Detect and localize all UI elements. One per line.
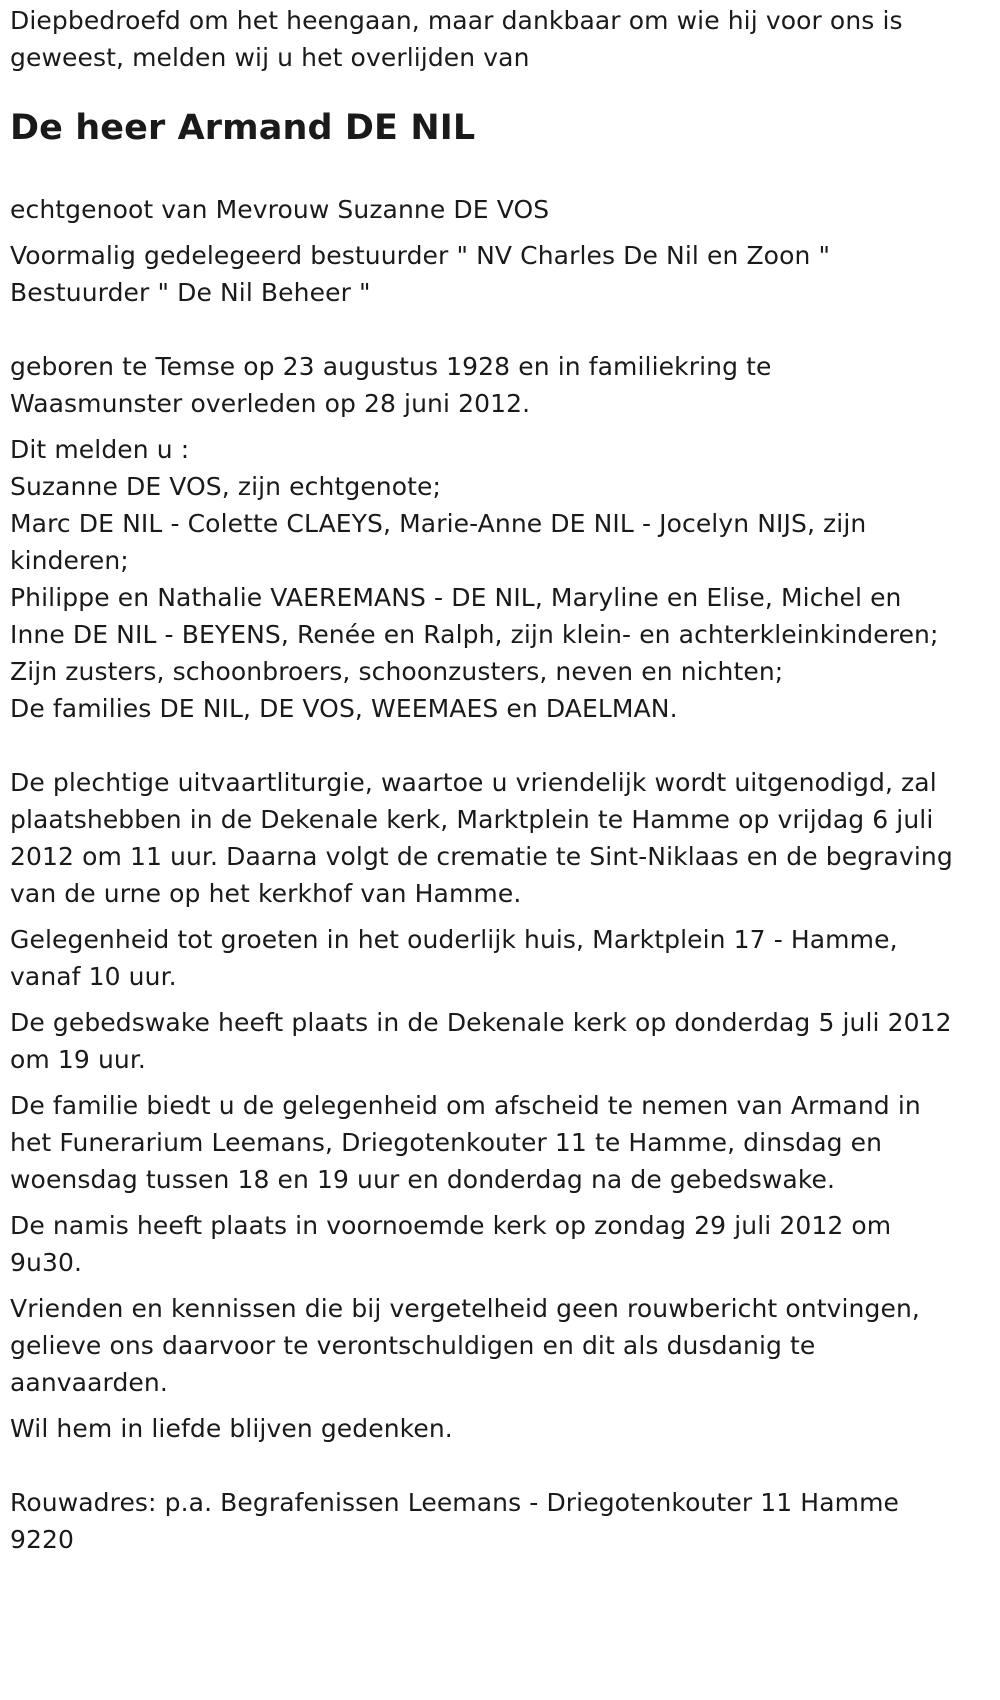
greeting-line: vanaf 10 uur. [10, 962, 177, 991]
funeral-line: De plechtige uitvaartliturgie, waartoe u vriendelijk wordt uitgenodigd, zal [10, 768, 937, 797]
intro-paragraph [10, 2, 995, 76]
apology-line: gelieve ons daarvoor te verontschuldigen en dit als dusdanig te [10, 1331, 816, 1360]
vigil-paragraph [10, 1004, 995, 1078]
greeting-paragraph [10, 921, 995, 995]
deceased-name: De heer Armand DE NIL [10, 108, 476, 148]
spouse-line: echtgenoot van Mevrouw Suzanne DE VOS [10, 195, 550, 224]
namis-paragraph [10, 1207, 995, 1281]
intro-line: geweest, melden wij u het overlijden van [10, 43, 530, 72]
function-line: Bestuurder " De Nil Beheer " [10, 278, 371, 307]
announcer-line: Philippe en Nathalie VAEREMANS - DE NIL, Maryline en Elise, Michel en [10, 583, 902, 612]
funeral-line: plaatshebben in de Dekenale kerk, Marktplein te Hamme op vrijdag 6 juli [10, 805, 934, 834]
address-line: Rouwadres: p.a. Begrafenissen Leemans - Driegotenkouter 11 Hamme [10, 1488, 900, 1517]
announcer-line: Marc DE NIL - Colette CLAEYS, Marie-Anne DE NIL - Jocelyn NIJS, zijn [10, 509, 867, 538]
address-paragraph [10, 1484, 995, 1558]
announcer-line: kinderen; [10, 546, 129, 575]
apology-line: aanvaarden. [10, 1368, 168, 1397]
farewell-line: De familie biedt u de gelegenheid om afscheid te nemen van Armand in [10, 1091, 921, 1120]
namis-line: De namis heeft plaats in voornoemde kerk op zondag 29 juli 2012 om [10, 1211, 892, 1240]
birth-death-line: geboren te Temse op 23 augustus 1928 en in familiekring te [10, 352, 772, 381]
namis-line: 9u30. [10, 1248, 83, 1277]
apology-line: Vrienden en kennissen die bij vergetelheid geen rouwbericht ontvingen, [10, 1294, 920, 1323]
farewell-paragraph [10, 1087, 995, 1198]
announcer-line: De families DE NIL, DE VOS, WEEMAES en DAELMAN. [10, 694, 678, 723]
intro-line: Diepbedroefd om het heengaan, maar dankbaar om wie hij voor ons is [10, 6, 903, 35]
funeral-paragraph [10, 764, 995, 912]
functions-paragraph [10, 237, 995, 311]
remembrance-line: Wil hem in liefde blijven gedenken. [10, 1414, 453, 1443]
funeral-line: 2012 om 11 uur. Daarna volgt de crematie te Sint-Niklaas en de begraving [10, 842, 953, 871]
farewell-line: woensdag tussen 18 en 19 uur en donderdag na de gebedswake. [10, 1165, 836, 1194]
obituary-document [10, 2, 995, 1558]
announcer-line: Dit melden u : [10, 435, 190, 464]
birth-death-paragraph [10, 348, 995, 422]
apology-paragraph [10, 1290, 995, 1401]
birth-death-line: Waasmunster overleden op 28 juni 2012. [10, 389, 531, 418]
vigil-line: De gebedswake heeft plaats in de Dekenale kerk op donderdag 5 juli 2012 [10, 1008, 952, 1037]
announcers-paragraph [10, 431, 995, 727]
address-line: 9220 [10, 1525, 75, 1554]
vigil-line: om 19 uur. [10, 1045, 146, 1074]
greeting-line: Gelegenheid tot groeten in het ouderlijk huis, Marktplein 17 - Hamme, [10, 925, 898, 954]
function-line: Voormalig gedelegeerd bestuurder " NV Charles De Nil en Zoon " [10, 241, 831, 270]
funeral-line: van de urne op het kerkhof van Hamme. [10, 879, 522, 908]
announcer-line: Suzanne DE VOS, zijn echtgenote; [10, 472, 442, 501]
announcer-line: Inne DE NIL - BEYENS, Renée en Ralph, zijn klein- en achterkleinkinderen; [10, 620, 939, 649]
announcer-line: Zijn zusters, schoonbroers, schoonzusters, neven en nichten; [10, 657, 784, 686]
farewell-line: het Funerarium Leemans, Driegotenkouter 11 te Hamme, dinsdag en [10, 1128, 883, 1157]
